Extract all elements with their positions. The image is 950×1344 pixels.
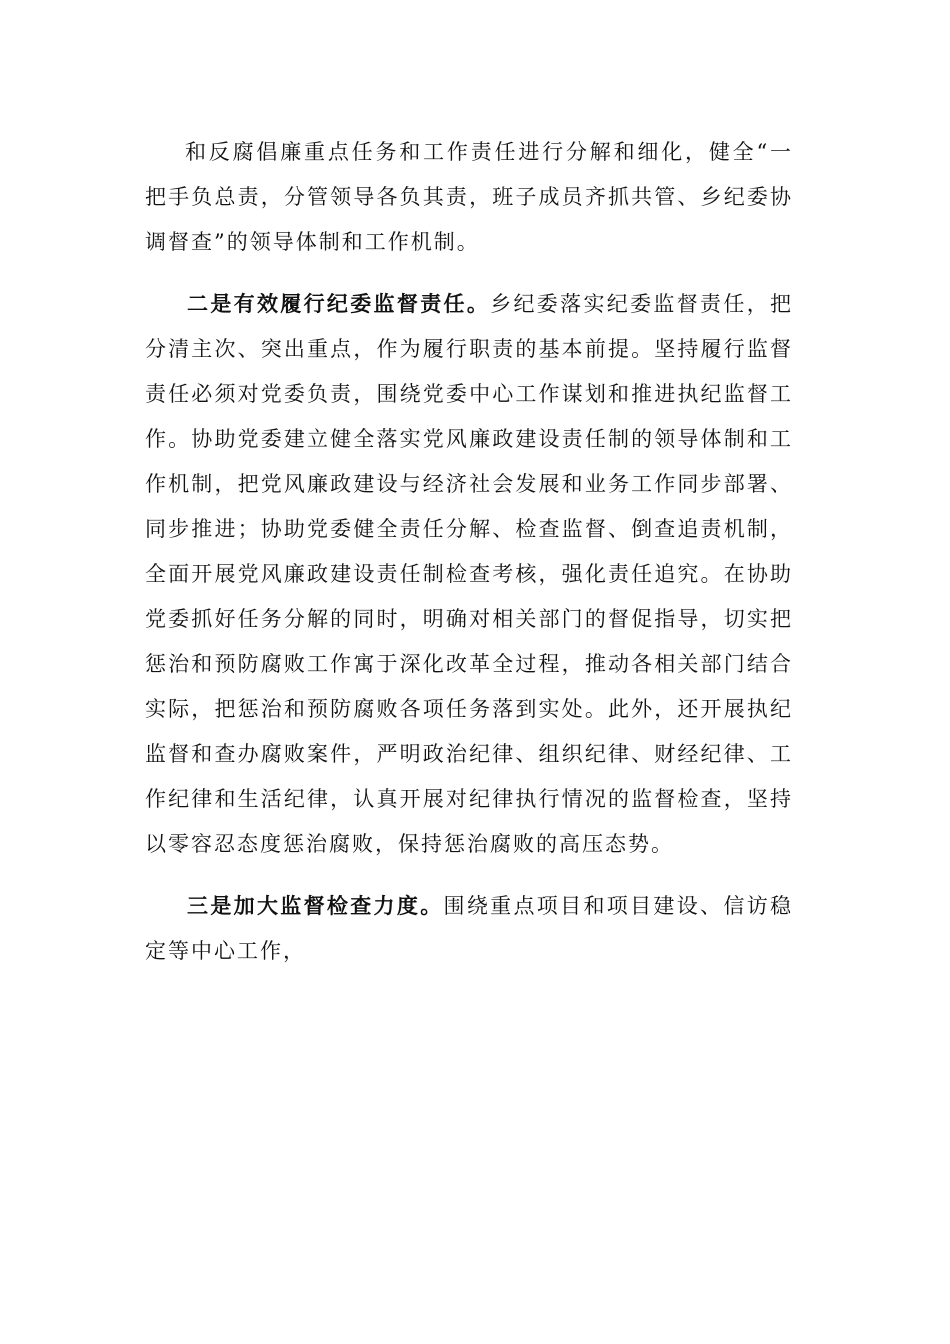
paragraph-3-heading: 三是加大监督检查力度。	[187, 894, 444, 918]
paragraph-1	[145, 130, 793, 265]
paragraph-1-text: 和反腐倡廉重点任务和工作责任进行分解和细化，健全“一把手负总责，分管领导各负其责，班子成员齐抓共管、乡纪委协调督查”的领导体制和工作机制。	[145, 140, 793, 254]
paragraph-2-heading: 二是有效履行纪委监督责任。	[187, 292, 491, 316]
document-body	[145, 130, 793, 991]
paragraph-2-text: 乡纪委落实纪委监督责任，把分清主次、突出重点，作为履行职责的基本前提。坚持履行监督责任必须对党委负责，围绕党委中心工作谋划和推进执纪监督工作。协助党委建立健全落实党风廉政建设责任制的领导体制和工作机制，把党风廉政建设与经济社会发展和业务工作同步部署、同步推进；协助党委健全责任分解、检查监督、倒查追责机制，全面开展党风廉政建设责任制检查考核，强化责任追究。在协助党委抓好任务分解的同时，明确对相关部门的督促指导，切实把惩治和预防腐败工作寓于深化改革全过程，推动各相关部门结合实际，把惩治和预防腐败各项任务落到实处。此外，还开展执纪监督和查办腐败案件，严明政治纪律、组织纪律、财经纪律、工作纪律和生活纪律，认真开展对纪律执行情况的监督检查，坚持以零容忍态度惩治腐败，保持惩治腐败的高压态势。	[145, 292, 794, 856]
paragraph-3-text: 围绕重点项目和项目建设、信访稳定等中心工作，	[145, 894, 794, 963]
paragraph-2	[145, 282, 793, 867]
paragraph-3	[145, 884, 793, 974]
